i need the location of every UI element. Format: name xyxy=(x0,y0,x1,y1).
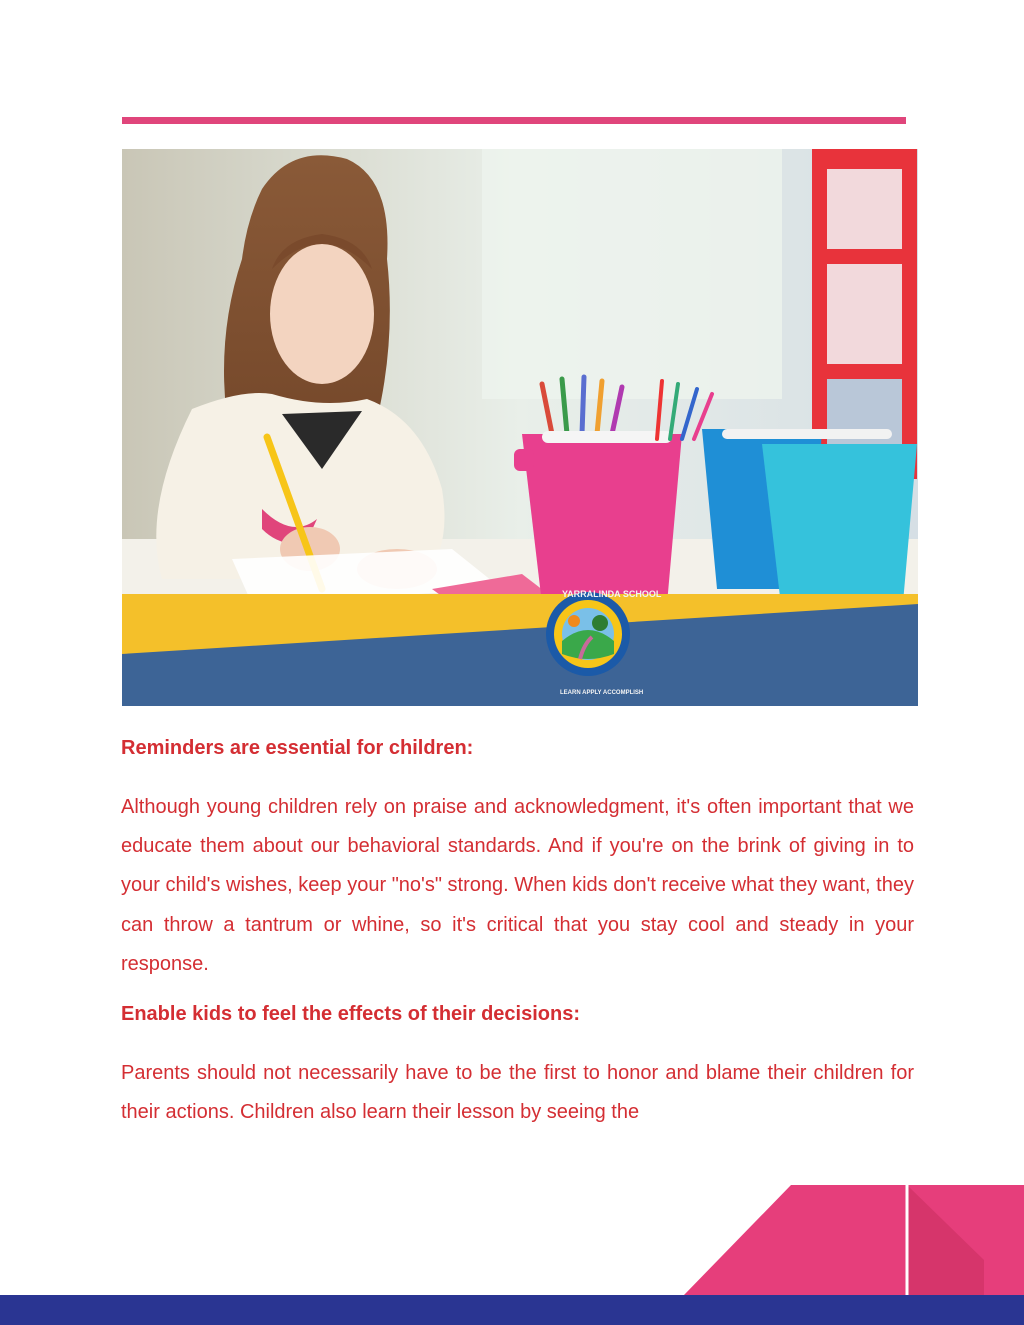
article-body xyxy=(121,735,914,1149)
logo-arc-text: YARRALINDA SCHOOL xyxy=(562,589,662,599)
pink-cup xyxy=(522,434,682,604)
school-logo xyxy=(546,592,630,676)
girl-face xyxy=(270,244,374,384)
section-paragraph: Although young children rely on praise and acknowledgment, it's often important that we educate them about our behavioral standards. And if you're on the brink of giving in to your child's wishes, keep your "no's" strong. When kids don't receive what they want, they can throw a tantrum or whine, so it's critical that you stay cool and steady in your response. xyxy=(121,796,914,975)
hero-photo-illustration xyxy=(122,149,918,706)
section-heading: Enable kids to feel the effects of their decisions: xyxy=(121,1003,580,1026)
top-accent-rule xyxy=(122,117,906,124)
logo-motto-text: LEARN APPLY ACCOMPLISH xyxy=(560,690,644,696)
corner-decoration xyxy=(684,1185,1024,1295)
section-heading: Reminders are essential for children: xyxy=(121,737,474,759)
section-paragraph: Parents should not necessarily have to be the first to honor and blame their children for their actions. Children also learn their lesson by seeing the xyxy=(121,1062,914,1124)
bottom-band xyxy=(0,1295,1024,1325)
teal-cup xyxy=(762,444,917,614)
hero-image xyxy=(122,149,918,706)
